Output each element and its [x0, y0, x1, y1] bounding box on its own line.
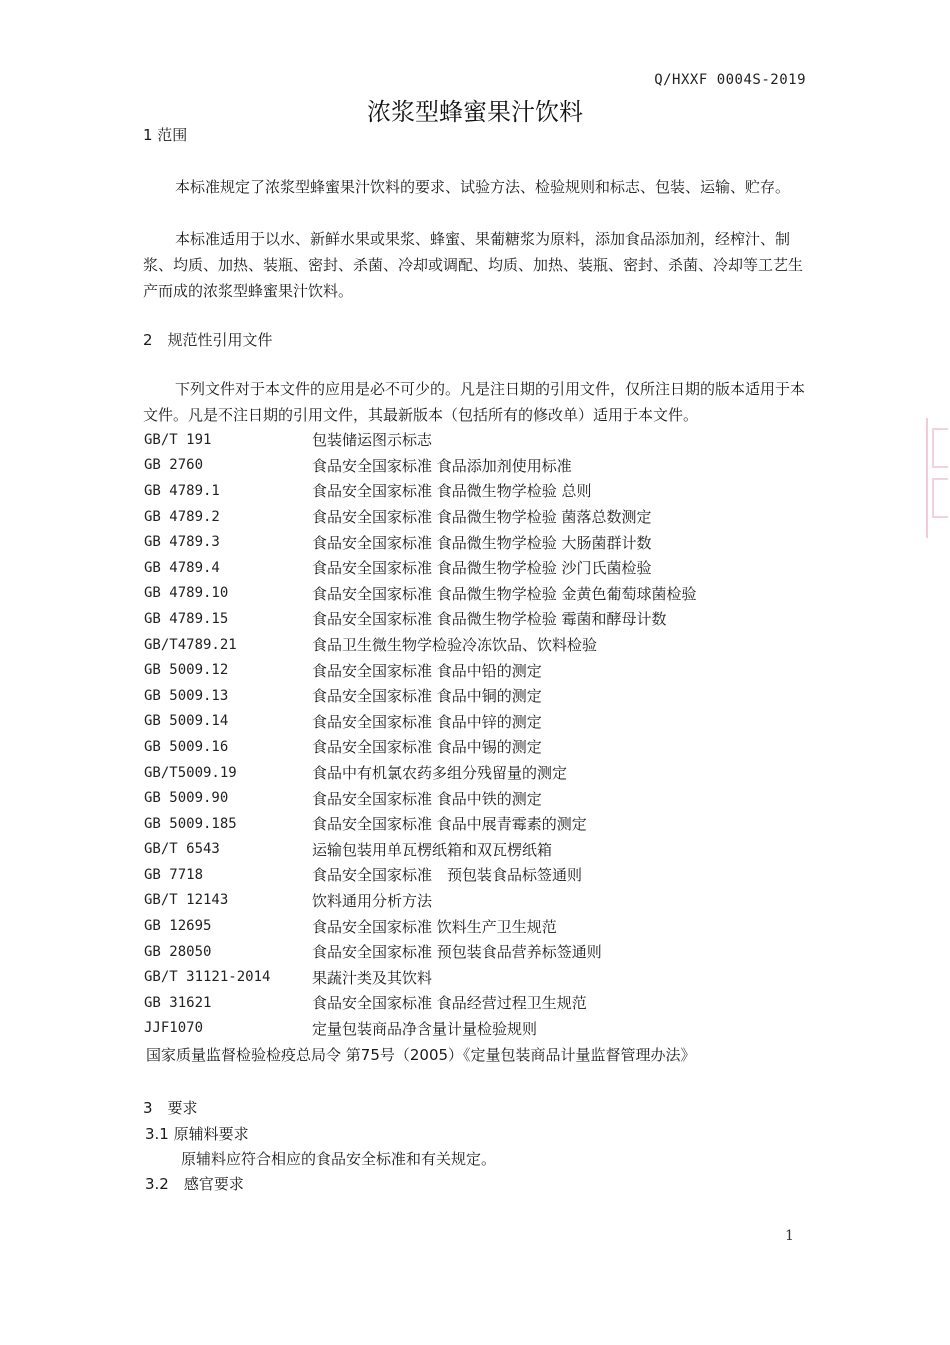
reference-code: GB 4789.3	[144, 534, 220, 551]
subsection-3-2-heading: 3.2 感官要求	[145, 1175, 244, 1193]
reference-list	[144, 427, 824, 1041]
section-1-heading: 1 范围	[143, 126, 188, 144]
reference-row	[144, 939, 824, 965]
reference-row	[144, 1016, 824, 1042]
reference-row	[144, 581, 824, 607]
reference-row	[144, 760, 824, 786]
reference-title: 食品安全国家标准 食品中铅的测定	[312, 661, 542, 680]
reference-code: GB 4789.4	[144, 559, 220, 576]
subsection-3-1-heading: 3.1 原辅料要求	[145, 1125, 249, 1143]
subsection-3-1-text: 原辅料应符合相应的食品安全标准和有关规定。	[181, 1150, 497, 1168]
reference-row	[144, 811, 824, 837]
reference-code: GB/T 12143	[144, 892, 229, 909]
reference-title: 食品卫生微生物学检验冷冻饮品、饮料检验	[312, 636, 598, 655]
section-3-heading: 3 要求	[143, 1099, 198, 1117]
reference-title: 食品安全国家标准 食品中铜的测定	[312, 687, 542, 706]
reference-row	[144, 657, 824, 683]
reference-row	[144, 504, 824, 530]
decree-reference: 国家质量监督检验检疫总局令 第75号（2005）《定量包装商品计量监督管理办法》	[146, 1046, 696, 1064]
reference-title: 定量包装商品净含量计量检验规则	[312, 1019, 538, 1038]
reference-code: GB 5009.14	[144, 713, 229, 730]
reference-code: GB 5009.90	[144, 790, 229, 807]
reference-title: 食品安全国家标准 食品微生物学检验 金黄色葡萄球菌检验	[312, 584, 697, 603]
reference-title: 食品安全国家标准 预包装食品营养标签通则	[312, 943, 602, 962]
reference-code: GB/T 6543	[144, 841, 220, 858]
reference-code: GB 12695	[144, 918, 212, 935]
reference-row	[144, 837, 824, 863]
reference-code: GB/T5009.19	[144, 764, 237, 781]
reference-title: 食品安全国家标准 食品微生物学检验 霉菌和酵母计数	[312, 610, 667, 629]
reference-title: 食品安全国家标准 食品微生物学检验 总则	[312, 482, 592, 501]
reference-row	[144, 734, 824, 760]
reference-title: 食品中有机氯农药多组分残留量的测定	[312, 764, 568, 783]
reference-code: JJF1070	[144, 1020, 204, 1037]
reference-code: GB 2760	[144, 457, 204, 474]
reference-code: GB 5009.12	[144, 662, 229, 679]
reference-code: GB 4789.1	[144, 482, 220, 499]
reference-row	[144, 913, 824, 939]
reference-title: 饮料通用分析方法	[312, 891, 433, 910]
reference-title: 食品安全国家标准 食品中锌的测定	[312, 712, 542, 731]
section-2-heading: 2 规范性引用文件	[143, 331, 273, 349]
reference-title: 果蔬汁类及其饮料	[312, 968, 433, 987]
reference-code: GB 4789.10	[144, 585, 229, 602]
reference-row	[144, 683, 824, 709]
scope-paragraph-2: 本标准适用于以水、新鲜水果或果浆、蜂蜜、果葡糖浆为原料，添加食品添加剂，经榨汁、制浆、均质、加热、装瓶、密封、杀菌、冷却或调配、均质、加热、装瓶、密封、杀菌、冷却等工艺生产而成的浓浆型蜂蜜果汁饮料。	[143, 230, 804, 300]
reference-row	[144, 453, 824, 479]
reference-code: GB 7718	[144, 866, 204, 883]
reference-title: 食品安全国家标准 食品微生物学检验 大肠菌群计数	[312, 533, 652, 552]
reference-row	[144, 709, 824, 735]
reference-row	[144, 888, 824, 914]
reference-title: 包装储运图示标志	[312, 431, 433, 450]
reference-title: 食品安全国家标准 食品中铁的测定	[312, 789, 542, 808]
seal-stamp-edge	[926, 418, 950, 538]
reference-code: GB/T4789.21	[144, 636, 237, 653]
reference-code: GB 4789.2	[144, 508, 220, 525]
reference-row	[144, 529, 824, 555]
reference-code: GB 5009.185	[144, 815, 237, 832]
reference-code: GB 5009.13	[144, 687, 229, 704]
reference-code: GB 28050	[144, 943, 212, 960]
references-intro: 下列文件对于本文件的应用是必不可少的。凡是注日期的引用文件，仅所注日期的版本适用于本文件。凡是不注日期的引用文件，其最新版本（包括所有的修改单）适用于本文件。	[143, 380, 806, 424]
reference-row	[144, 632, 824, 658]
reference-row	[144, 785, 824, 811]
page-number: 1	[785, 1228, 794, 1244]
scope-paragraph-1: 本标准规定了浓浆型蜂蜜果汁饮料的要求、试验方法、检验规则和标志、包装、运输、贮存。	[175, 178, 791, 196]
reference-title: 食品安全国家标准 食品微生物学检验 沙门氏菌检验	[312, 559, 652, 578]
reference-title: 食品安全国家标准 食品经营过程卫生规范	[312, 994, 587, 1013]
reference-title: 运输包装用单瓦楞纸箱和双瓦楞纸箱	[312, 840, 553, 859]
reference-title: 食品安全国家标准 食品添加剂使用标准	[312, 456, 572, 475]
reference-title: 食品安全国家标准 食品微生物学检验 菌落总数测定	[312, 508, 652, 527]
reference-code: GB 4789.15	[144, 610, 229, 627]
reference-row	[144, 862, 824, 888]
reference-title: 食品安全国家标准 食品中锡的测定	[312, 738, 542, 757]
document-title: 浓浆型蜂蜜果汁饮料	[367, 98, 583, 126]
reference-title: 食品安全国家标准 饮料生产卫生规范	[312, 917, 557, 936]
reference-row	[144, 964, 824, 990]
reference-code: GB/T 31121-2014	[144, 969, 271, 986]
reference-code: GB/T 191	[144, 431, 212, 448]
reference-row	[144, 990, 824, 1016]
reference-row	[144, 606, 824, 632]
reference-row	[144, 555, 824, 581]
reference-title: 食品安全国家标准 食品中展青霉素的测定	[312, 815, 587, 834]
document-code: Q/HXXF 0004S-2019	[654, 72, 806, 88]
reference-title: 食品安全国家标准 预包装食品标签通则	[312, 866, 583, 885]
reference-row	[144, 427, 824, 453]
reference-row	[144, 478, 824, 504]
reference-code: GB 5009.16	[144, 738, 229, 755]
reference-code: GB 31621	[144, 994, 212, 1011]
